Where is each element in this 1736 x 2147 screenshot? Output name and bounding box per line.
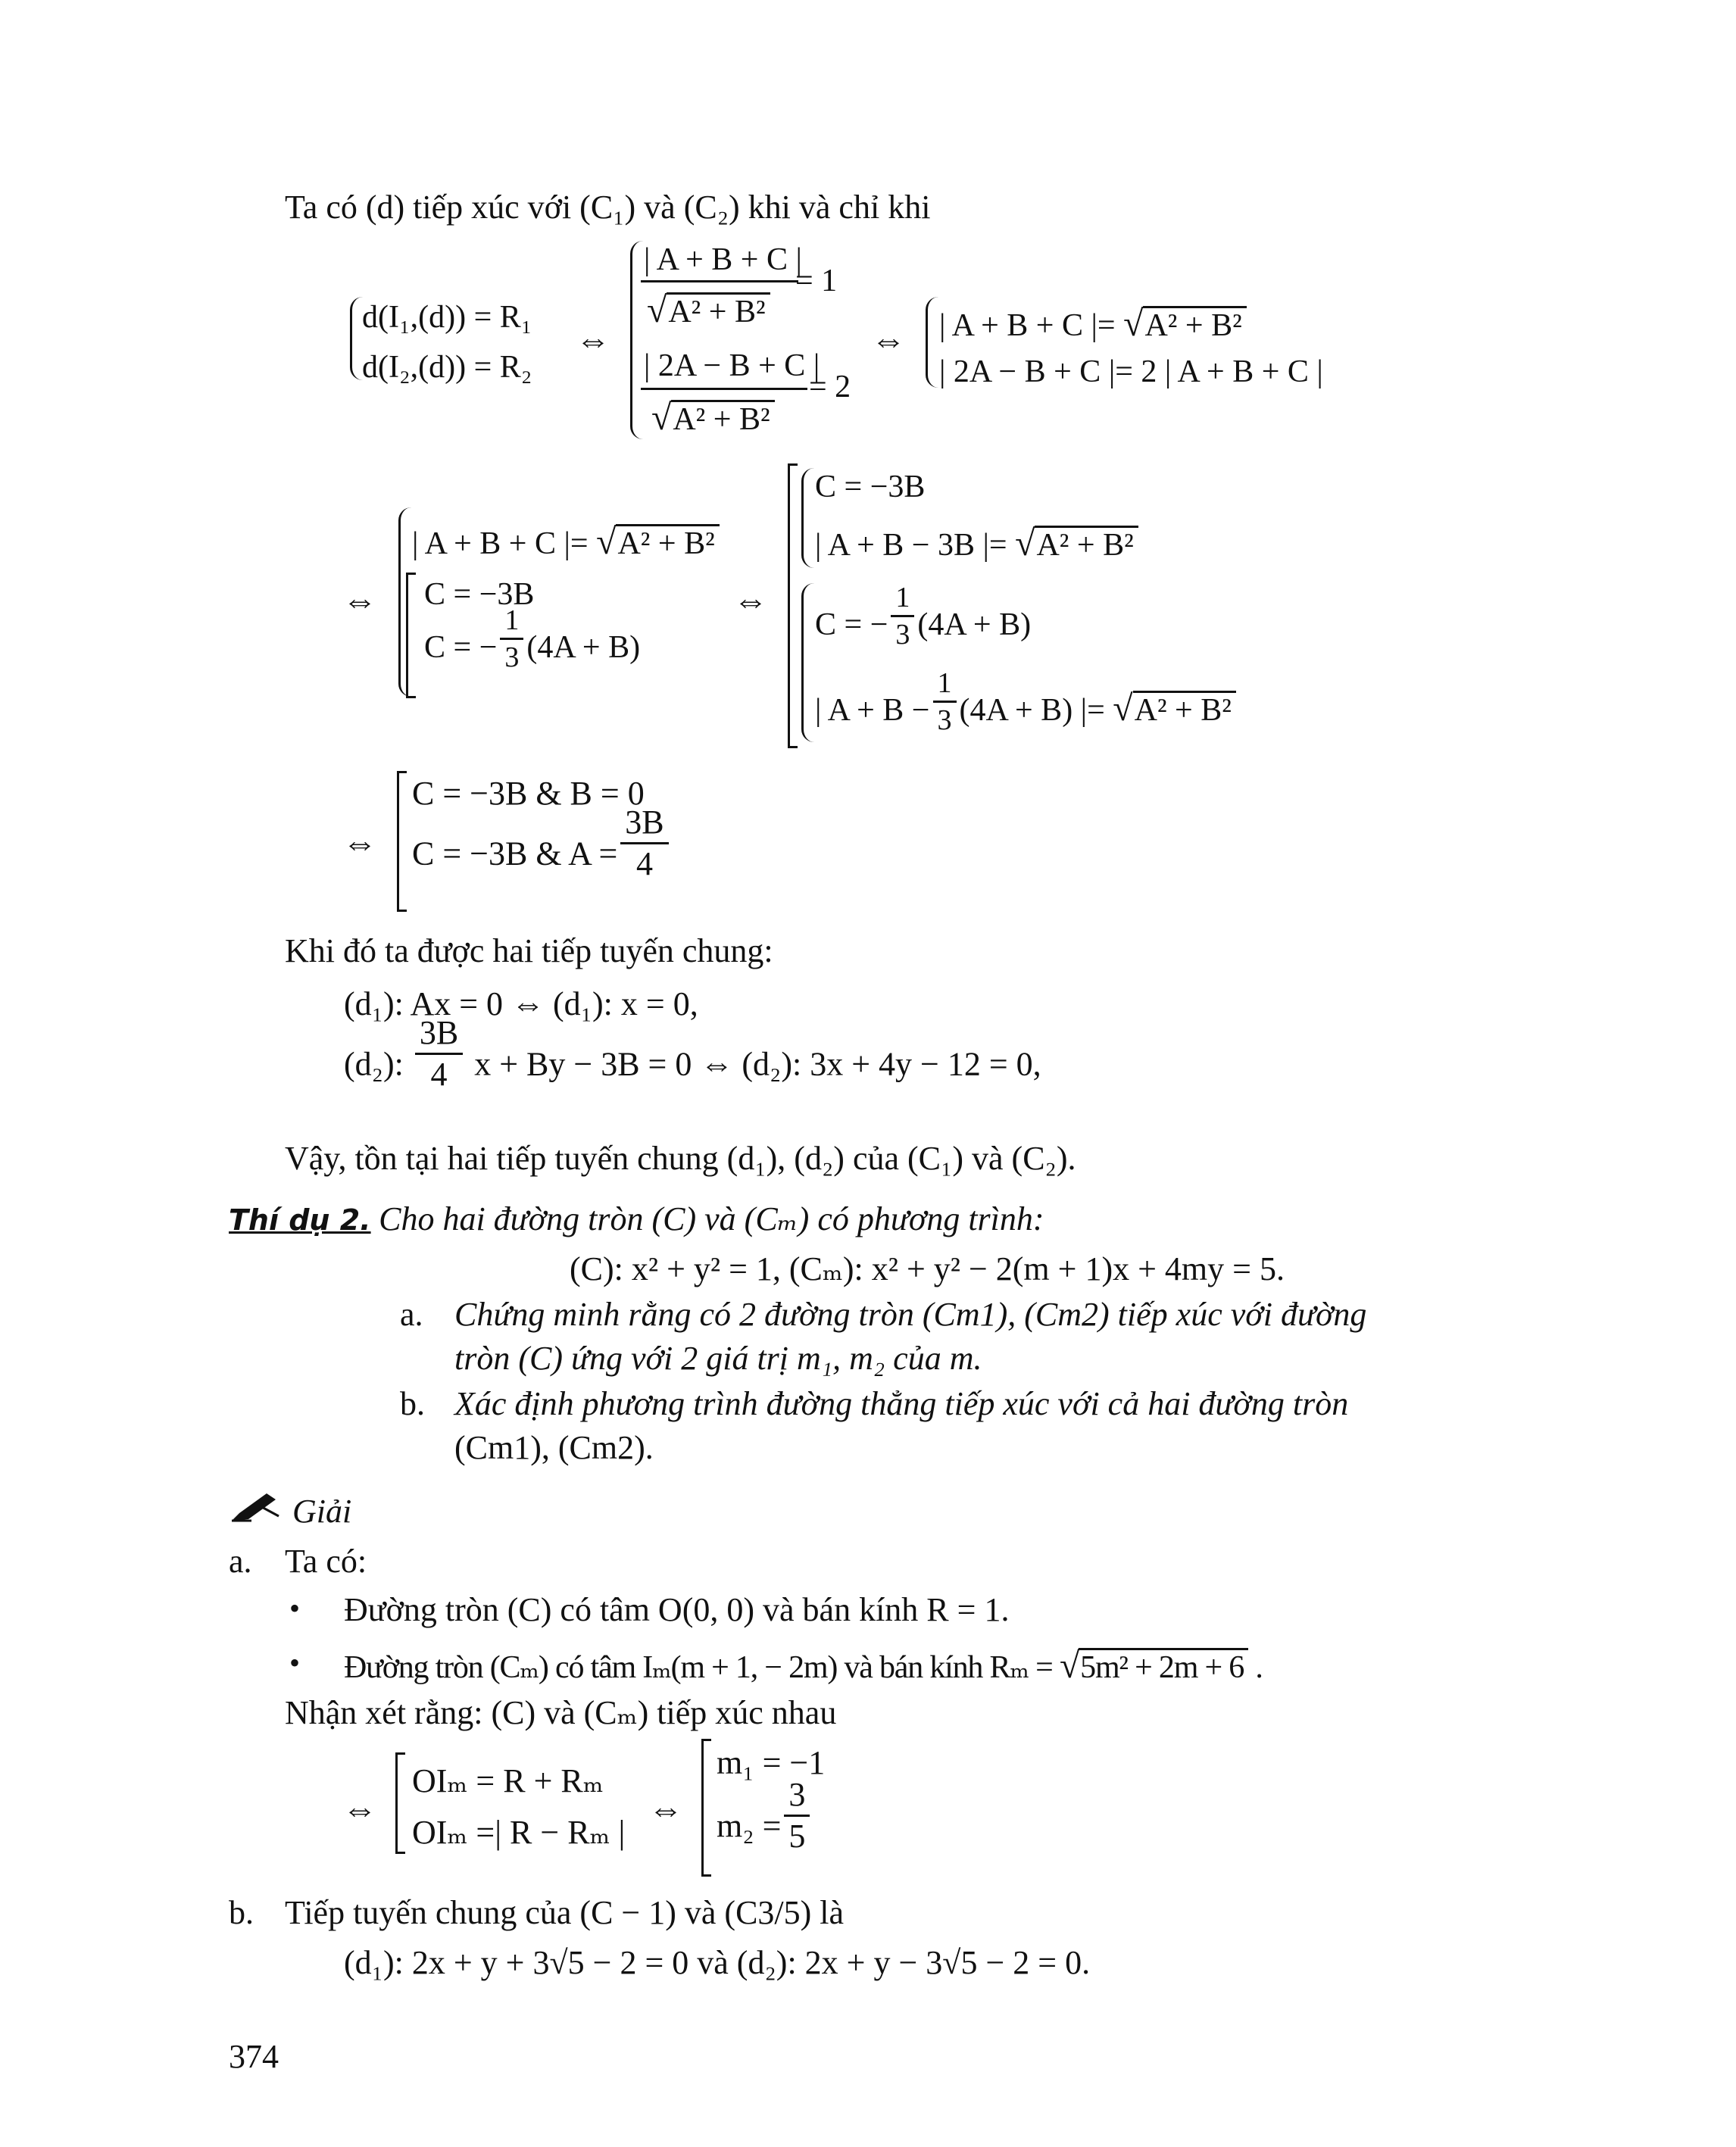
sys2-r2: | A + B − 3B |= √A² + B²: [815, 526, 1138, 562]
equiv-symbol: ⇔: [342, 1790, 377, 1828]
bracket: [701, 1739, 711, 1877]
sys1-r2: | 2A − B + C |= 2 | A + B + C |: [939, 354, 1323, 389]
sys3-l1: C = −3B & B = 0: [412, 775, 645, 812]
equiv-symbol: ⇔: [733, 581, 768, 619]
sys1-frac2-rhs: = 2: [809, 370, 851, 404]
solution-remark: Nhận xét rằng: (C) và (Cₘ) tiếp xúc nhau: [285, 1694, 837, 1731]
m2-value: m₂ = $\frac{3}{5}$: [717, 1805, 813, 1853]
bullet-text-2: Đường tròn (Cₘ) có tâm Iₘ(m + 1, − 2m) và bán kính Rₘ = √5m² + 2m + 6 .: [344, 1646, 1263, 1686]
fraction-bar: [641, 280, 798, 282]
tangent-d1: (d₁): Ax = 0 ⇔ (d₁): x = 0,: [344, 985, 698, 1022]
condition-2: OIₘ =| R − Rₘ |: [412, 1814, 626, 1851]
sys1-eq2: d(I₂,(d)) = R₂: [362, 350, 532, 385]
sys1-r1: | A + B + C |= √A² + B²: [939, 306, 1247, 342]
bracket: [406, 573, 416, 698]
tangents-intro: Khi đó ta được hai tiếp tuyến chung:: [285, 932, 773, 969]
sys1-frac1-den: √A² + B²: [647, 292, 770, 329]
example-heading: [229, 1200, 1044, 1237]
example-a-text2: tròn (C) ứng với 2 giá trị m₁, m₂ của m.: [454, 1340, 982, 1377]
bullet-text-1: Đường tròn (C) có tâm O(0, 0) và bán kính R = 1.: [344, 1591, 1010, 1628]
sys1-frac1-rhs: = 1: [795, 264, 838, 298]
sys2-l3: C = − $\frac{1}{3}$ (4A + B): [424, 604, 641, 673]
equiv-symbol: ⇔: [342, 581, 377, 619]
solution-a-label: a.: [229, 1543, 252, 1580]
sys3-l2: C = −3B & A = $\frac{3B}{4}$: [412, 833, 672, 881]
page-number: 374: [229, 2038, 279, 2075]
solution-b-equation: (d₁): 2x + y + 3√5 − 2 = 0 và (d₂): 2x + y − 3√5 − 2 = 0.: [344, 1944, 1091, 1981]
example-a-text1: Chứng minh rằng có 2 đường tròn (Cm1), (Cm2) tiếp xúc với đường: [454, 1296, 1367, 1333]
example-statement: Cho hai đường tròn (C) và (Cₘ) có phương trình:: [379, 1200, 1044, 1237]
solution-b-intro: Tiếp tuyến chung của (C − 1) và (C3/5) là: [285, 1894, 845, 1931]
example-b-text2: (Cm1), (Cm2).: [454, 1429, 654, 1466]
brace: [926, 297, 938, 388]
brace: [350, 297, 363, 380]
solution-b-label: b.: [229, 1894, 254, 1931]
sys2-r1: C = −3B: [815, 470, 926, 504]
sys2-r4: | A + B − $\frac{1}{3}$ (4A + B) |= √A² + B²: [815, 691, 1236, 735]
example-equations: (C): x² + y² = 1, (Cₘ): x² + y² − 2(m + 1)x + 4my = 5.: [570, 1250, 1285, 1287]
example-a-label: a.: [400, 1296, 423, 1333]
sys2-l1: | A + B + C |= √A² + B²: [412, 524, 720, 560]
fraction-bar: [641, 388, 807, 390]
bracket: [395, 1752, 405, 1854]
example-b-label: b.: [400, 1385, 425, 1422]
condition-1: OIₘ = R + Rₘ: [412, 1762, 604, 1799]
bracket: [397, 771, 407, 912]
equiv-symbol: ⇔: [871, 320, 906, 359]
sys1-frac2-den: √A² + B²: [651, 400, 775, 436]
example-label: Thí dụ 2.: [229, 1203, 371, 1237]
sys2-r3: C = − $\frac{1}{3}$ (4A + B): [815, 582, 1032, 651]
m1-value: m₁ = −1: [717, 1744, 826, 1781]
solution-title: Giải: [292, 1493, 352, 1530]
tangent-d2: (d₂): $\frac{3B}{4}$ x + By − 3B = 0 ⇔ (d₂): 3x + 4y − 12 = 0,: [344, 1014, 1041, 1093]
sys1-eq1: d(I₁,(d)) = R₁: [362, 300, 532, 335]
brace: [801, 468, 814, 568]
pencil-icon: [229, 1490, 282, 1524]
brace: [630, 241, 643, 439]
bracket: [788, 463, 798, 748]
bullet-icon: •: [289, 1646, 301, 1680]
example-b-text1: Xác định phương trình đường thẳng tiếp xúc với cả hai đường tròn: [454, 1385, 1349, 1422]
tangents-conclusion: Vậy, tồn tại hai tiếp tuyến chung (d₁), (d₂) của (C₁) và (C₂).: [285, 1140, 1076, 1177]
solution-a-intro: Ta có:: [285, 1543, 367, 1580]
intro-text: Ta có (d) tiếp xúc với (C₁) và (C₂) khi và chỉ khi: [285, 189, 931, 226]
equiv-symbol: ⇔: [342, 823, 377, 862]
equiv-symbol: ⇔: [576, 320, 610, 359]
sys2-l2: C = −3B: [424, 577, 535, 612]
equiv-symbol: ⇔: [648, 1790, 683, 1828]
brace: [801, 583, 814, 742]
sys1-frac2-num: | 2A − B + C |: [644, 348, 820, 383]
bullet-icon: •: [289, 1591, 301, 1625]
sys1-frac1-num: | A + B + C |: [644, 242, 802, 277]
